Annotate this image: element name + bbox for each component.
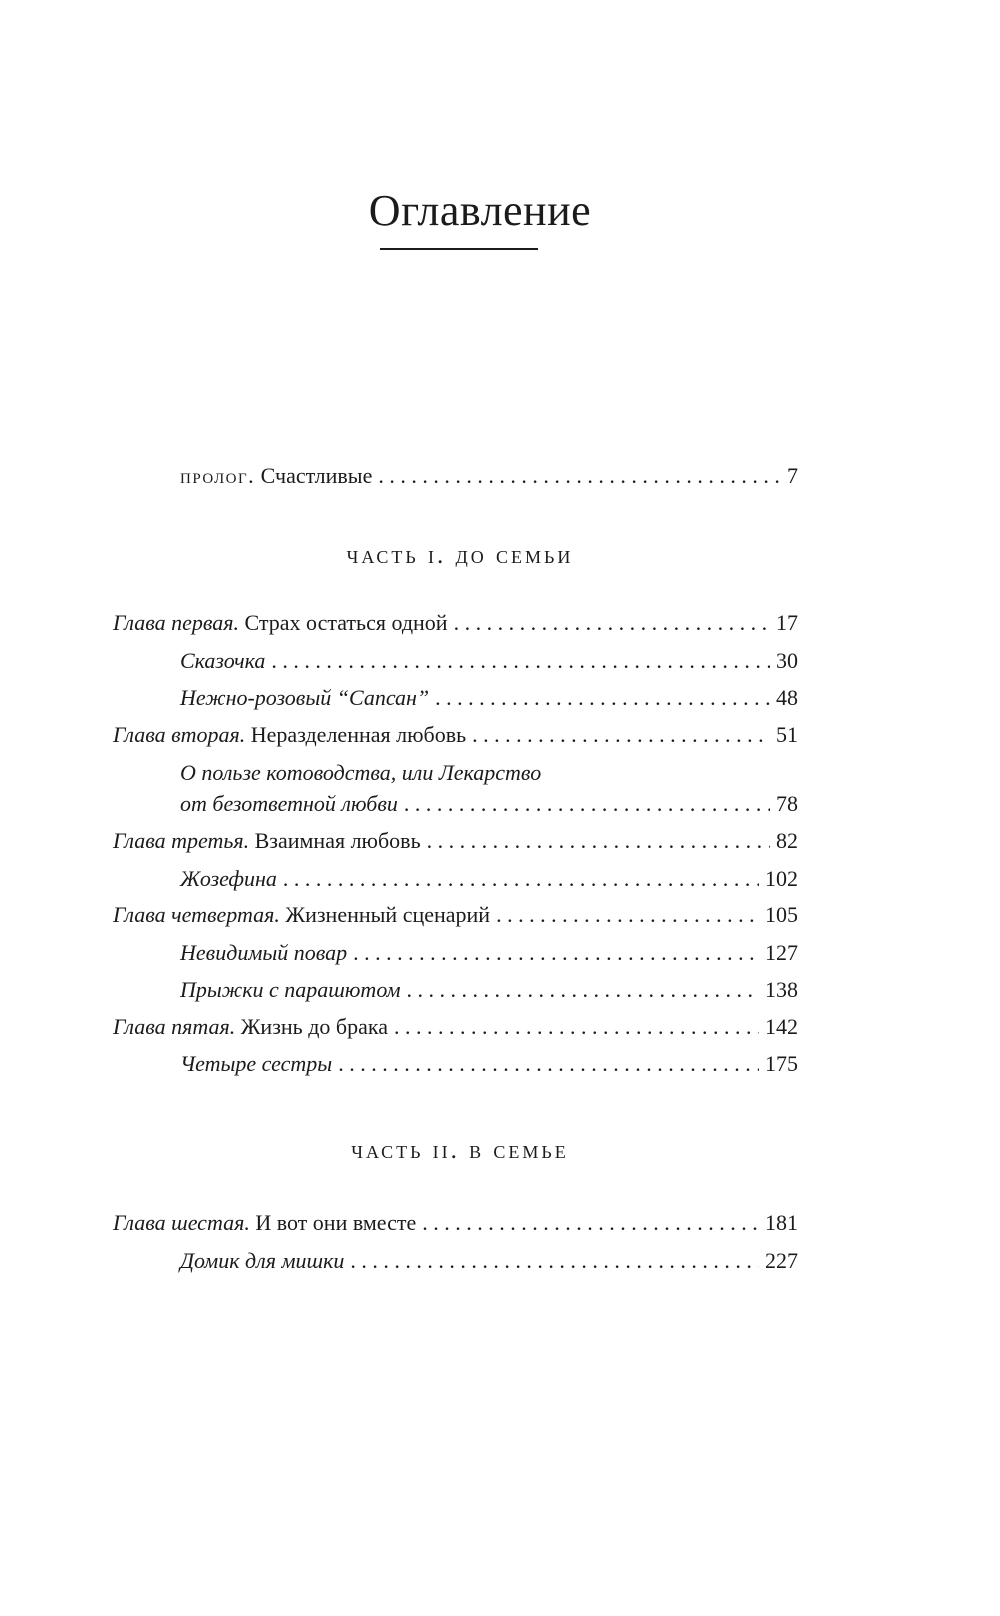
page-number: 175 bbox=[765, 1051, 798, 1076]
chapter-title: Неразделенная любовь bbox=[250, 722, 467, 747]
toc-entry-section[interactable] bbox=[180, 865, 798, 893]
leader-dots bbox=[407, 976, 759, 1004]
page-number: 127 bbox=[765, 940, 798, 965]
toc-entry-section[interactable] bbox=[180, 647, 798, 675]
toc-entry-section[interactable] bbox=[180, 976, 798, 1004]
leader-dots bbox=[350, 1247, 759, 1275]
chapter-number: Глава первая. bbox=[113, 610, 239, 635]
toc-entry-section[interactable] bbox=[180, 790, 798, 818]
leader-dots bbox=[496, 901, 759, 929]
page-number: 30 bbox=[776, 648, 798, 673]
toc-entry-chapter-6[interactable] bbox=[113, 1209, 798, 1237]
section-title: от безответной любви bbox=[180, 791, 398, 816]
prologue-prefix: пролог. bbox=[180, 463, 256, 488]
toc-entry-section[interactable] bbox=[180, 684, 798, 712]
page-number: 17 bbox=[776, 610, 798, 635]
leader-dots bbox=[427, 827, 770, 855]
part-heading-1: часть i. до семьи bbox=[346, 542, 574, 569]
title-underline bbox=[380, 248, 538, 250]
page-number: 105 bbox=[765, 902, 798, 927]
section-title: Жозефина bbox=[180, 866, 277, 891]
chapter-title: Жизнь до брака bbox=[240, 1014, 388, 1039]
page-number: 51 bbox=[776, 722, 798, 747]
chapter-number: Глава третья. bbox=[113, 828, 250, 853]
toc-entry-chapter-2[interactable] bbox=[113, 721, 798, 749]
chapter-number: Глава четвертая. bbox=[113, 902, 280, 927]
toc-entry-chapter-5[interactable] bbox=[113, 1013, 798, 1041]
leader-dots bbox=[472, 721, 770, 749]
page-number: 181 bbox=[765, 1210, 798, 1235]
chapter-title: Жизненный сценарий bbox=[285, 902, 491, 927]
leader-dots bbox=[404, 790, 770, 818]
leader-dots bbox=[454, 609, 770, 637]
leader-dots bbox=[338, 1050, 759, 1078]
page-title: Оглавление bbox=[368, 186, 592, 235]
page-number: 82 bbox=[776, 828, 798, 853]
toc-entry-chapter-3[interactable] bbox=[113, 827, 798, 855]
section-title: Домик для мишки bbox=[180, 1248, 345, 1273]
leader-dots bbox=[435, 684, 770, 712]
chapter-number: Глава пятая. bbox=[113, 1014, 236, 1039]
section-title: Прыжки с парашютом bbox=[180, 977, 401, 1002]
section-title-line-1[interactable]: О пользе котоводства, или Лекарство bbox=[180, 760, 542, 785]
leader-dots bbox=[271, 647, 770, 675]
leader-dots bbox=[353, 939, 759, 967]
chapter-number: Глава вторая. bbox=[113, 722, 246, 747]
page-number: 102 bbox=[765, 866, 798, 891]
toc-entry-section[interactable] bbox=[180, 939, 798, 967]
leader-dots bbox=[394, 1013, 759, 1041]
prologue-label: Счастливые bbox=[260, 463, 373, 488]
section-title: Сказочка bbox=[180, 648, 266, 673]
page-number: 142 bbox=[765, 1014, 798, 1039]
section-title: Нежно-розовый “Сапсан” bbox=[180, 685, 430, 710]
toc-entry-section[interactable] bbox=[180, 1050, 798, 1078]
leader-dots bbox=[378, 462, 781, 490]
leader-dots bbox=[283, 865, 759, 893]
toc-entry-section[interactable] bbox=[180, 1247, 798, 1275]
part-heading-2: часть ii. в семье bbox=[351, 1137, 569, 1164]
section-title: Невидимый повар bbox=[180, 940, 348, 965]
toc-entry-chapter-1[interactable] bbox=[113, 609, 798, 637]
chapter-title: Страх остаться одной bbox=[244, 610, 448, 635]
toc-entry-chapter-4[interactable] bbox=[113, 901, 798, 929]
chapter-title: Взаимная любовь bbox=[254, 828, 421, 853]
leader-dots bbox=[422, 1209, 759, 1237]
page-number: 78 bbox=[776, 791, 798, 816]
page-number: 48 bbox=[776, 685, 798, 710]
chapter-number: Глава шестая. bbox=[113, 1210, 250, 1235]
chapter-title: И вот они вместе bbox=[255, 1210, 417, 1235]
page-number: 138 bbox=[765, 977, 798, 1002]
section-title: Четыре сестры bbox=[180, 1051, 333, 1076]
page-number: 227 bbox=[765, 1248, 798, 1273]
page-number: 7 bbox=[787, 463, 798, 488]
toc-entry-prologue[interactable] bbox=[180, 462, 798, 490]
